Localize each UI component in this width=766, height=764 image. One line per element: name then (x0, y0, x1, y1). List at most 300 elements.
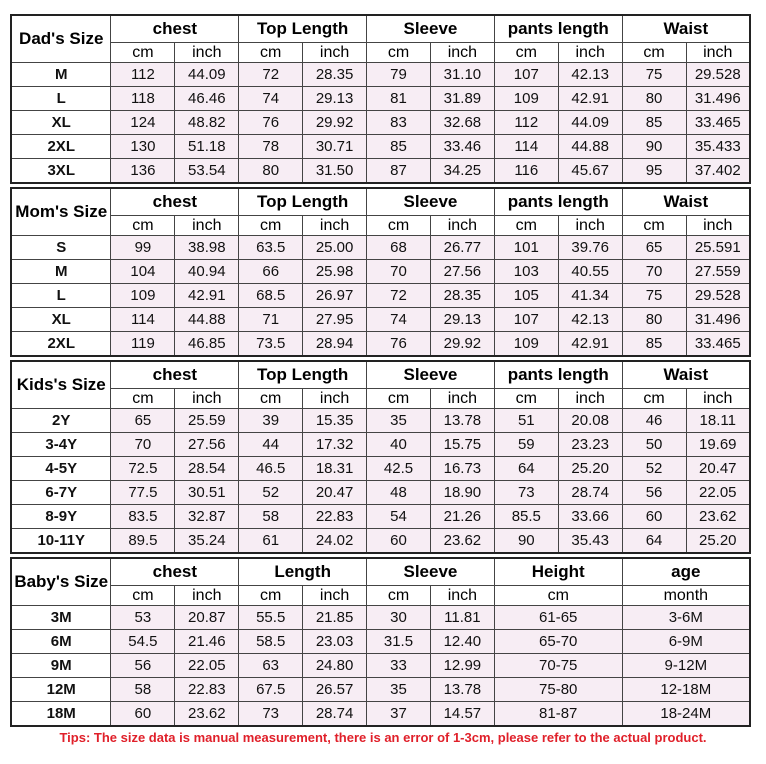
size-label: 8-9Y (11, 505, 111, 529)
size-value: 38.98 (175, 236, 239, 260)
size-value: 31.496 (686, 87, 750, 111)
column-group-header: Length (239, 558, 367, 586)
size-value: 61 (239, 529, 303, 554)
column-group-header: Waist (622, 188, 750, 216)
unit-header: cm (239, 389, 303, 409)
size-value: 13.78 (430, 409, 494, 433)
unit-header: inch (558, 43, 622, 63)
size-value: 37.402 (686, 159, 750, 184)
size-value: 42.13 (558, 308, 622, 332)
size-value: 81-87 (494, 702, 622, 727)
size-label: 6-7Y (11, 481, 111, 505)
size-value: 70 (367, 260, 431, 284)
table-row (11, 606, 750, 630)
size-value: 80 (622, 87, 686, 111)
size-value: 33 (367, 654, 431, 678)
column-group-header: Sleeve (367, 15, 495, 43)
size-value: 58 (239, 505, 303, 529)
unit-header: inch (303, 586, 367, 606)
size-value: 64 (622, 529, 686, 554)
size-value: 105 (494, 284, 558, 308)
size-value: 23.62 (430, 529, 494, 554)
size-value: 32.68 (430, 111, 494, 135)
size-value: 45.67 (558, 159, 622, 184)
size-value: 60 (622, 505, 686, 529)
size-value: 25.591 (686, 236, 750, 260)
unit-header: inch (430, 43, 494, 63)
size-value: 42.91 (558, 87, 622, 111)
size-value: 25.00 (303, 236, 367, 260)
size-value: 44.09 (175, 63, 239, 87)
unit-header: inch (175, 43, 239, 63)
size-value: 52 (622, 457, 686, 481)
table-row (11, 260, 750, 284)
size-label: 2Y (11, 409, 111, 433)
unit-header: cm (111, 389, 175, 409)
table-row (11, 236, 750, 260)
size-value: 23.62 (175, 702, 239, 727)
size-value: 20.47 (686, 457, 750, 481)
size-value: 56 (622, 481, 686, 505)
size-value: 70 (622, 260, 686, 284)
column-group-header: chest (111, 15, 239, 43)
unit-header: inch (686, 216, 750, 236)
size-value: 20.47 (303, 481, 367, 505)
column-group-header: Top Length (239, 188, 367, 216)
column-group-header: Height (494, 558, 622, 586)
size-value: 28.94 (303, 332, 367, 357)
size-value: 28.74 (303, 702, 367, 727)
size-value: 70 (111, 433, 175, 457)
size-value: 51 (494, 409, 558, 433)
table-row (11, 481, 750, 505)
size-value: 27.559 (686, 260, 750, 284)
size-value: 20.08 (558, 409, 622, 433)
column-group-header: Waist (622, 15, 750, 43)
size-value: 53.54 (175, 159, 239, 184)
size-value: 130 (111, 135, 175, 159)
table-title: Mom's Size (11, 188, 111, 236)
size-value: 48 (367, 481, 431, 505)
size-value: 85 (622, 111, 686, 135)
size-value: 54.5 (111, 630, 175, 654)
unit-header: inch (175, 389, 239, 409)
size-value: 42.91 (175, 284, 239, 308)
unit-header: cm (494, 586, 622, 606)
size-value: 51.18 (175, 135, 239, 159)
size-label: 10-11Y (11, 529, 111, 554)
unit-header: inch (686, 43, 750, 63)
tips-note: Tips: The size data is manual measurement, there is an error of 1-3cm, please refer to the actual product. (59, 730, 707, 745)
size-value: 27.56 (430, 260, 494, 284)
size-value: 25.20 (558, 457, 622, 481)
size-value: 74 (239, 87, 303, 111)
size-value: 72 (239, 63, 303, 87)
size-value: 46.85 (175, 332, 239, 357)
table-title: Dad's Size (11, 15, 111, 63)
table-row (11, 332, 750, 357)
unit-header: inch (558, 216, 622, 236)
column-group-header: chest (111, 361, 239, 389)
table-row (11, 135, 750, 159)
size-value: 25.20 (686, 529, 750, 554)
size-value: 101 (494, 236, 558, 260)
unit-header: inch (558, 389, 622, 409)
size-value: 25.59 (175, 409, 239, 433)
size-value: 71 (239, 308, 303, 332)
size-label: 12M (11, 678, 111, 702)
unit-header: cm (367, 389, 431, 409)
unit-header: cm (622, 216, 686, 236)
size-value: 58 (111, 678, 175, 702)
size-value: 63 (239, 654, 303, 678)
size-value: 75 (622, 63, 686, 87)
size-value: 18-24M (622, 702, 750, 727)
size-value: 35.433 (686, 135, 750, 159)
size-value: 77.5 (111, 481, 175, 505)
size-value: 33.66 (558, 505, 622, 529)
size-value: 109 (494, 332, 558, 357)
unit-header: inch (303, 216, 367, 236)
size-value: 33.46 (430, 135, 494, 159)
size-label: L (11, 284, 111, 308)
size-label: 3XL (11, 159, 111, 184)
size-table (10, 14, 751, 184)
size-label: 3M (11, 606, 111, 630)
size-value: 21.46 (175, 630, 239, 654)
size-value: 89.5 (111, 529, 175, 554)
size-value: 29.92 (430, 332, 494, 357)
size-value: 23.23 (558, 433, 622, 457)
size-value: 54 (367, 505, 431, 529)
unit-header: inch (430, 216, 494, 236)
size-value: 15.75 (430, 433, 494, 457)
size-value: 22.83 (175, 678, 239, 702)
size-value: 29.13 (430, 308, 494, 332)
size-value: 26.77 (430, 236, 494, 260)
size-value: 23.03 (303, 630, 367, 654)
size-value: 75-80 (494, 678, 622, 702)
size-value: 13.78 (430, 678, 494, 702)
size-value: 68.5 (239, 284, 303, 308)
size-value: 55.5 (239, 606, 303, 630)
table-row (11, 630, 750, 654)
size-value: 73 (494, 481, 558, 505)
size-value: 30.71 (303, 135, 367, 159)
size-label: 4-5Y (11, 457, 111, 481)
size-value: 20.87 (175, 606, 239, 630)
size-value: 31.50 (303, 159, 367, 184)
table-row (11, 87, 750, 111)
size-value: 23.62 (686, 505, 750, 529)
size-value: 35 (367, 409, 431, 433)
size-value: 114 (111, 308, 175, 332)
column-group-header: age (622, 558, 750, 586)
size-value: 46 (622, 409, 686, 433)
unit-header: cm (111, 43, 175, 63)
size-value: 19.69 (686, 433, 750, 457)
size-value: 39.76 (558, 236, 622, 260)
size-value: 85.5 (494, 505, 558, 529)
table-row (11, 457, 750, 481)
size-value: 74 (367, 308, 431, 332)
table-row (11, 433, 750, 457)
size-value: 85 (367, 135, 431, 159)
size-value: 99 (111, 236, 175, 260)
size-value: 32.87 (175, 505, 239, 529)
size-value: 112 (111, 63, 175, 87)
unit-header: cm (111, 216, 175, 236)
size-value: 18.11 (686, 409, 750, 433)
column-group-header: pants length (494, 188, 622, 216)
size-value: 119 (111, 332, 175, 357)
size-value: 79 (367, 63, 431, 87)
size-value: 60 (111, 702, 175, 727)
size-value: 12.99 (430, 654, 494, 678)
size-table (10, 187, 751, 357)
size-value: 27.95 (303, 308, 367, 332)
size-value: 66 (239, 260, 303, 284)
size-value: 52 (239, 481, 303, 505)
size-value: 35.43 (558, 529, 622, 554)
size-value: 41.34 (558, 284, 622, 308)
size-value: 107 (494, 308, 558, 332)
size-value: 80 (239, 159, 303, 184)
table-row (11, 308, 750, 332)
size-value: 46.46 (175, 87, 239, 111)
size-value: 103 (494, 260, 558, 284)
size-value: 31.10 (430, 63, 494, 87)
size-table (10, 557, 751, 727)
unit-header: cm (111, 586, 175, 606)
size-value: 87 (367, 159, 431, 184)
size-value: 48.82 (175, 111, 239, 135)
size-value: 65 (622, 236, 686, 260)
size-value: 80 (622, 308, 686, 332)
size-value: 104 (111, 260, 175, 284)
table-title: Kids's Size (11, 361, 111, 409)
size-value: 73 (239, 702, 303, 727)
size-label: XL (11, 111, 111, 135)
column-group-header: chest (111, 558, 239, 586)
size-label: M (11, 260, 111, 284)
size-label: 18M (11, 702, 111, 727)
size-value: 75 (622, 284, 686, 308)
size-value: 116 (494, 159, 558, 184)
size-value: 31.89 (430, 87, 494, 111)
table-row (11, 159, 750, 184)
size-value: 63.5 (239, 236, 303, 260)
table-row (11, 654, 750, 678)
size-value: 81 (367, 87, 431, 111)
size-value: 33.465 (686, 332, 750, 357)
table-row (11, 702, 750, 727)
size-value: 42.5 (367, 457, 431, 481)
unit-header: month (622, 586, 750, 606)
size-value: 17.32 (303, 433, 367, 457)
size-value: 56 (111, 654, 175, 678)
size-label: XL (11, 308, 111, 332)
unit-header: inch (430, 389, 494, 409)
unit-header: inch (430, 586, 494, 606)
size-value: 29.528 (686, 284, 750, 308)
size-value: 60 (367, 529, 431, 554)
size-value: 28.54 (175, 457, 239, 481)
column-group-header: Waist (622, 361, 750, 389)
table-row (11, 529, 750, 554)
size-value: 29.92 (303, 111, 367, 135)
size-value: 25.98 (303, 260, 367, 284)
size-value: 28.35 (303, 63, 367, 87)
size-value: 83 (367, 111, 431, 135)
column-group-header: Top Length (239, 361, 367, 389)
unit-header: cm (494, 389, 558, 409)
size-value: 53 (111, 606, 175, 630)
size-value: 109 (111, 284, 175, 308)
table-row (11, 678, 750, 702)
size-value: 78 (239, 135, 303, 159)
size-value: 28.74 (558, 481, 622, 505)
size-label: 6M (11, 630, 111, 654)
size-value: 9-12M (622, 654, 750, 678)
size-value: 136 (111, 159, 175, 184)
size-value: 59 (494, 433, 558, 457)
size-value: 109 (494, 87, 558, 111)
size-value: 12-18M (622, 678, 750, 702)
size-label: 2XL (11, 135, 111, 159)
size-value: 3-6M (622, 606, 750, 630)
size-value: 33.465 (686, 111, 750, 135)
size-value: 31.496 (686, 308, 750, 332)
size-value: 76 (239, 111, 303, 135)
unit-header: cm (367, 586, 431, 606)
size-value: 35 (367, 678, 431, 702)
table-row (11, 505, 750, 529)
size-value: 72 (367, 284, 431, 308)
unit-header: cm (239, 216, 303, 236)
size-value: 58.5 (239, 630, 303, 654)
size-value: 22.05 (175, 654, 239, 678)
unit-header: cm (367, 216, 431, 236)
size-value: 14.57 (430, 702, 494, 727)
column-group-header: pants length (494, 15, 622, 43)
size-value: 64 (494, 457, 558, 481)
size-value: 124 (111, 111, 175, 135)
size-label: 3-4Y (11, 433, 111, 457)
size-value: 35.24 (175, 529, 239, 554)
size-value: 73.5 (239, 332, 303, 357)
size-value: 44.88 (175, 308, 239, 332)
size-value: 50 (622, 433, 686, 457)
table-row (11, 63, 750, 87)
unit-header: cm (239, 43, 303, 63)
column-group-header: Top Length (239, 15, 367, 43)
column-group-header: Sleeve (367, 361, 495, 389)
size-value: 15.35 (303, 409, 367, 433)
unit-header: inch (175, 216, 239, 236)
size-value: 34.25 (430, 159, 494, 184)
size-value: 44 (239, 433, 303, 457)
size-label: 9M (11, 654, 111, 678)
size-value: 44.88 (558, 135, 622, 159)
size-value: 24.80 (303, 654, 367, 678)
size-value: 39 (239, 409, 303, 433)
size-value: 107 (494, 63, 558, 87)
size-value: 26.97 (303, 284, 367, 308)
size-value: 22.05 (686, 481, 750, 505)
size-value: 31.5 (367, 630, 431, 654)
size-label: L (11, 87, 111, 111)
size-value: 28.35 (430, 284, 494, 308)
size-value: 114 (494, 135, 558, 159)
size-value: 12.40 (430, 630, 494, 654)
size-value: 44.09 (558, 111, 622, 135)
size-value: 40 (367, 433, 431, 457)
size-value: 42.13 (558, 63, 622, 87)
size-value: 18.31 (303, 457, 367, 481)
size-value: 61-65 (494, 606, 622, 630)
size-label: 2XL (11, 332, 111, 357)
table-row (11, 409, 750, 433)
size-value: 29.13 (303, 87, 367, 111)
unit-header: cm (239, 586, 303, 606)
table-title: Baby's Size (11, 558, 111, 606)
unit-header: cm (494, 216, 558, 236)
size-value: 40.94 (175, 260, 239, 284)
column-group-header: Sleeve (367, 558, 495, 586)
size-value: 118 (111, 87, 175, 111)
size-value: 70-75 (494, 654, 622, 678)
size-value: 24.02 (303, 529, 367, 554)
size-value: 27.56 (175, 433, 239, 457)
size-value: 67.5 (239, 678, 303, 702)
size-value: 37 (367, 702, 431, 727)
size-value: 16.73 (430, 457, 494, 481)
unit-header: cm (622, 43, 686, 63)
size-value: 112 (494, 111, 558, 135)
size-value: 83.5 (111, 505, 175, 529)
size-value: 18.90 (430, 481, 494, 505)
size-value: 40.55 (558, 260, 622, 284)
size-value: 29.528 (686, 63, 750, 87)
size-value: 90 (622, 135, 686, 159)
table-row (11, 111, 750, 135)
size-value: 46.5 (239, 457, 303, 481)
table-row (11, 284, 750, 308)
column-group-header: chest (111, 188, 239, 216)
size-table (10, 360, 751, 554)
size-value: 68 (367, 236, 431, 260)
size-value: 72.5 (111, 457, 175, 481)
size-value: 30 (367, 606, 431, 630)
unit-header: inch (303, 389, 367, 409)
unit-header: inch (303, 43, 367, 63)
size-value: 11.81 (430, 606, 494, 630)
unit-header: inch (175, 586, 239, 606)
size-label: M (11, 63, 111, 87)
unit-header: cm (622, 389, 686, 409)
size-value: 65-70 (494, 630, 622, 654)
size-value: 22.83 (303, 505, 367, 529)
size-value: 21.85 (303, 606, 367, 630)
unit-header: inch (686, 389, 750, 409)
size-label: S (11, 236, 111, 260)
column-group-header: pants length (494, 361, 622, 389)
size-value: 65 (111, 409, 175, 433)
unit-header: cm (367, 43, 431, 63)
size-value: 26.57 (303, 678, 367, 702)
size-value: 21.26 (430, 505, 494, 529)
